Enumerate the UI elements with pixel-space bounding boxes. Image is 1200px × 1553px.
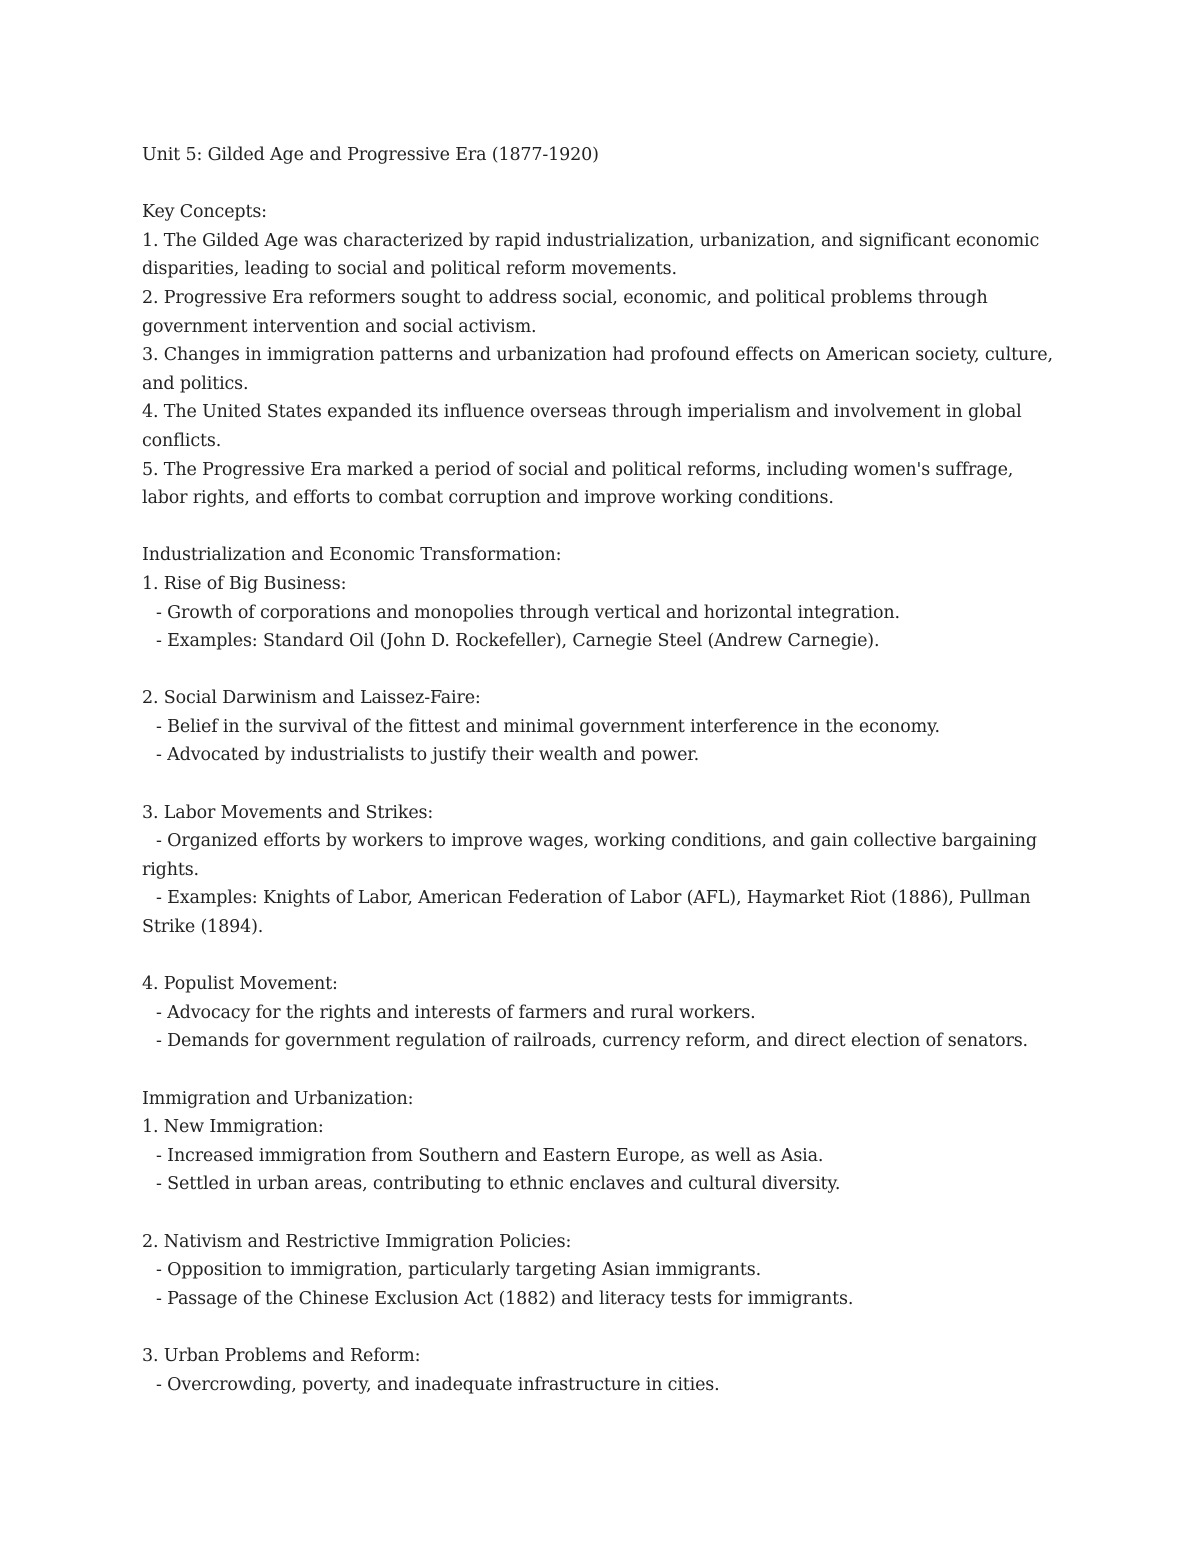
- topic-bullet: [142, 884, 1062, 941]
- topic-bullet: - Examples: Standard Oil (John D. Rockefeller), Carnegie Steel (Andrew Carnegie).: [156, 631, 880, 652]
- document-page: [142, 141, 1062, 1399]
- topic-bullet: - Opposition to immigration, particularly targeting Asian immigrants.: [156, 1260, 761, 1281]
- key-concept-item: 2. Progressive Era reformers sought to address social, economic, and political problems through government intervention and social activism.: [142, 287, 994, 337]
- topic-bullet-text: - Examples: Knights of Labor, American Federation of Labor (AFL), Haymarket Riot (1886), Pullman Strike (1894).: [142, 888, 1036, 938]
- section-heading-industrialization: Industrialization and Economic Transformation:: [142, 545, 562, 566]
- topic-bullet: - Demands for government regulation of railroads, currency reform, and direct election of senators.: [156, 1031, 1028, 1052]
- topic-bullet: [142, 827, 1062, 884]
- topic-bullet: - Advocacy for the rights and interests of farmers and rural workers.: [156, 1002, 756, 1023]
- spacer: [142, 770, 1062, 799]
- topic-title: 2. Social Darwinism and Laissez-Faire:: [142, 688, 481, 709]
- spacer: [142, 1199, 1062, 1228]
- document-title: Unit 5: Gilded Age and Progressive Era (1877-1920): [142, 145, 599, 165]
- key-concepts-heading: Key Concepts:: [142, 202, 267, 223]
- topic-bullet: - Passage of the Chinese Exclusion Act (1882) and literacy tests for immigrants.: [156, 1288, 854, 1309]
- topic-title: 2. Nativism and Restrictive Immigration Policies:: [142, 1231, 572, 1252]
- topic-bullet: - Growth of corporations and monopolies through vertical and horizontal integration.: [156, 602, 900, 623]
- spacer: [142, 1056, 1062, 1085]
- topic-bullet-text: - Organized efforts by workers to improve wages, working conditions, and gain collective bargaining rights.: [142, 831, 1043, 880]
- section-heading-immigration: Immigration and Urbanization:: [142, 1088, 414, 1109]
- key-concept-item: 5. The Progressive Era marked a period of social and political reforms, including women's suffrage, labor rights, and efforts to combat corruption and improve working conditions.: [142, 459, 1019, 509]
- topic-bullet: - Overcrowding, poverty, and inadequate infrastructure in cities.: [156, 1374, 720, 1395]
- topic-title: 1. New Immigration:: [142, 1117, 324, 1138]
- key-concept-item: 1. The Gilded Age was characterized by rapid industrialization, urbanization, and significant economic disparities, leading to social and political reform movements.: [142, 230, 1045, 280]
- spacer: [142, 1313, 1062, 1342]
- topic-title: 3. Labor Movements and Strikes:: [142, 802, 434, 823]
- spacer: [142, 942, 1062, 971]
- topic-bullet: - Advocated by industrialists to justify their wealth and power.: [156, 745, 700, 766]
- topic-bullet: - Settled in urban areas, contributing to ethnic enclaves and cultural diversity.: [156, 1174, 841, 1195]
- spacer: [142, 656, 1062, 685]
- spacer: [142, 513, 1062, 542]
- topic-bullet: - Increased immigration from Southern and Eastern Europe, as well as Asia.: [156, 1145, 824, 1166]
- spacer: [142, 170, 1062, 199]
- topic-title: 1. Rise of Big Business:: [142, 573, 347, 594]
- topic-bullet: - Belief in the survival of the fittest and minimal government interference in the economy.: [156, 716, 940, 737]
- topic-title: 3. Urban Problems and Reform:: [142, 1345, 421, 1366]
- key-concept-item: 3. Changes in immigration patterns and urbanization had profound effects on American society, culture, and politics.: [142, 345, 1059, 394]
- topic-title: 4. Populist Movement:: [142, 974, 338, 995]
- key-concept-item: 4. The United States expanded its influence overseas through imperialism and involvement in global conflicts.: [142, 402, 1028, 451]
